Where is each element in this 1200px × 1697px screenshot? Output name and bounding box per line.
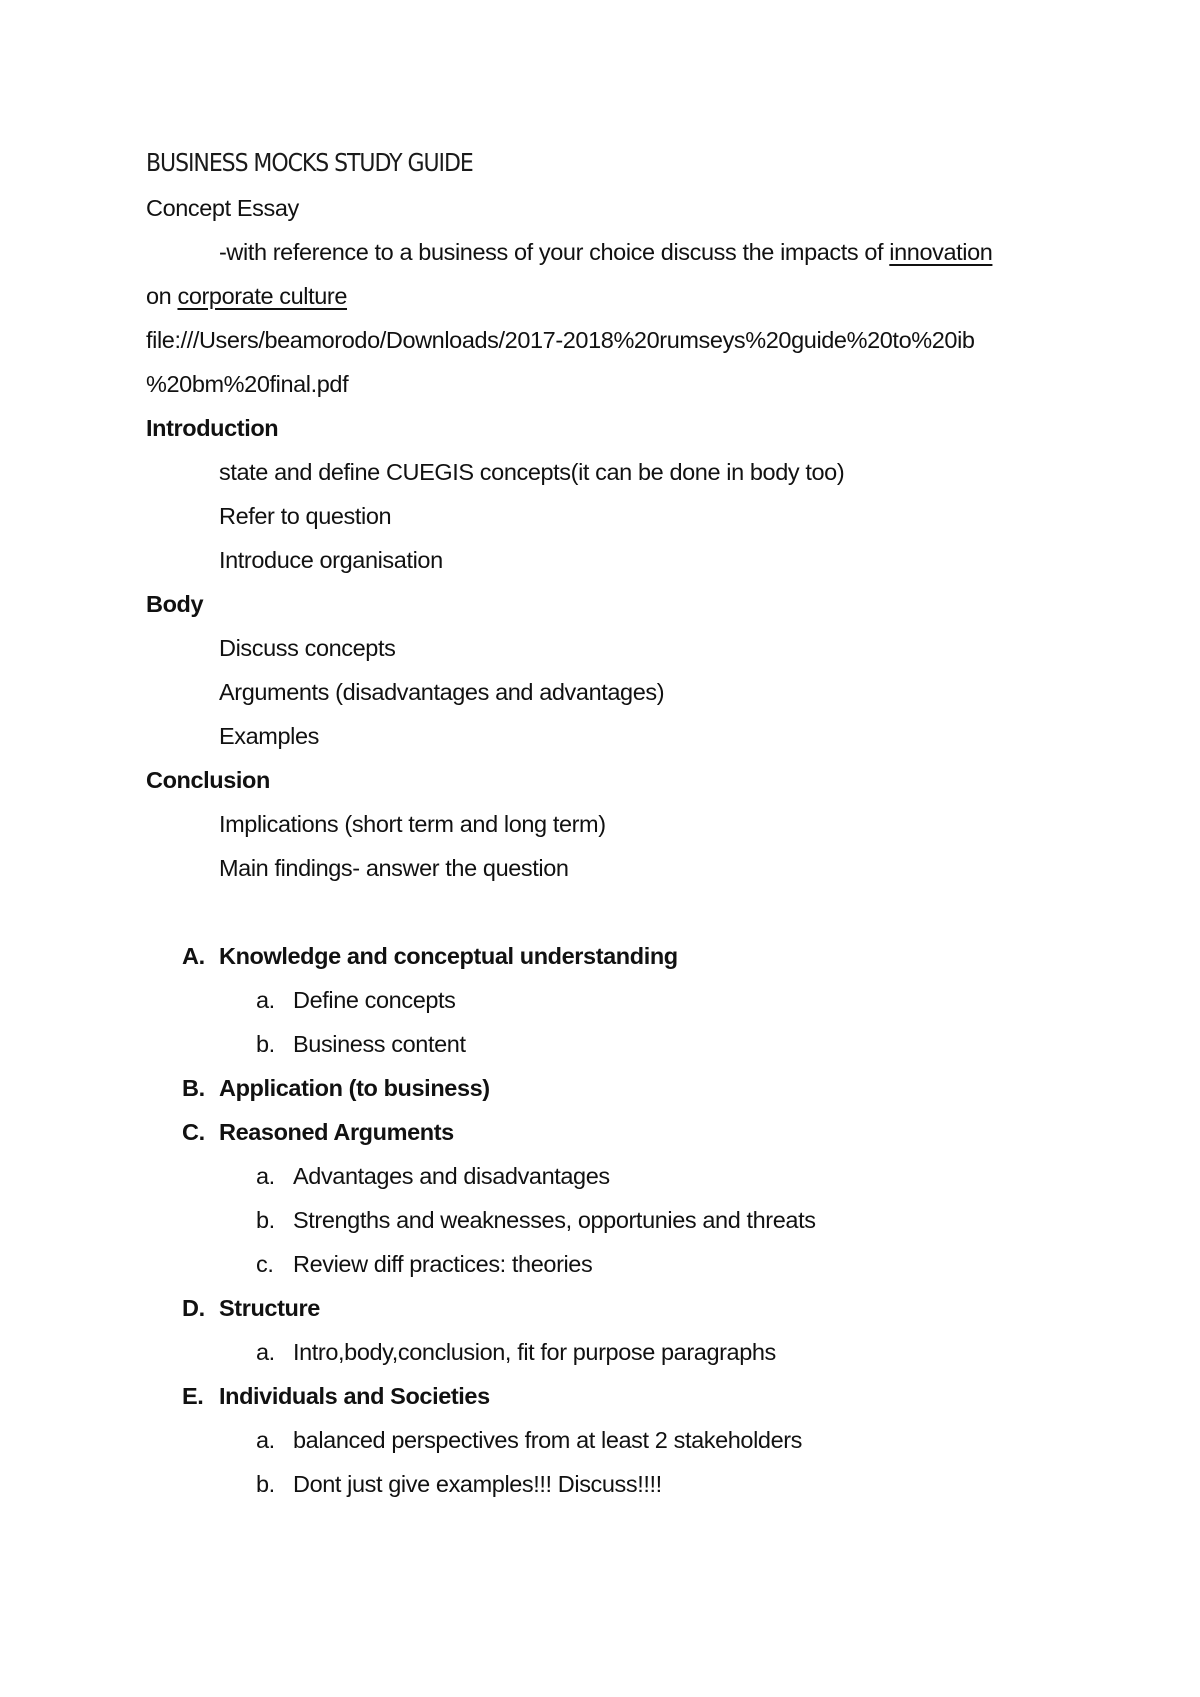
sub-text: balanced perspectives from at least 2 stakeholders: [293, 1427, 803, 1453]
sub-criterion: [146, 1330, 1076, 1374]
question-prefix: -with reference to a business of your choice discuss the impacts of: [219, 239, 890, 265]
sub-criterion: [146, 1462, 1076, 1506]
body-item: Examples: [219, 723, 319, 749]
section-heading-conclusion: Conclusion: [146, 767, 270, 793]
sub-text: Intro,body,conclusion, fit for purpose paragraphs: [293, 1339, 776, 1365]
sub-marker: b.: [256, 1207, 275, 1233]
document-subtitle: Concept Essay: [146, 195, 299, 221]
sub-text: Dont just give examples!!! Discuss!!!!: [293, 1471, 662, 1497]
conclusion-item: Main findings- answer the question: [219, 855, 569, 881]
sub-marker: b.: [256, 1471, 275, 1497]
document-title: BUSINESS MOCKS STUDY GUIDE: [146, 148, 473, 177]
criterion-label: Knowledge and conceptual understanding: [219, 943, 678, 969]
sub-text: Advantages and disadvantages: [293, 1163, 610, 1189]
sub-marker: a.: [256, 1339, 275, 1365]
sub-text: Strengths and weaknesses, opportunies and threats: [293, 1207, 816, 1233]
sub-criterion: [146, 1242, 1076, 1286]
sub-text: Business content: [293, 1031, 466, 1057]
criterion-label: Reasoned Arguments: [219, 1119, 454, 1145]
sub-marker: a.: [256, 1163, 275, 1189]
criterion-a: [146, 934, 1076, 978]
section-heading-body: Body: [146, 591, 204, 617]
file-path-line-2: %20bm%20final.pdf: [146, 371, 349, 397]
conclusion-item: Implications (short term and long term): [219, 811, 606, 837]
sub-criterion: [146, 1022, 1076, 1066]
sub-criterion: [146, 1154, 1076, 1198]
criterion-c: [146, 1110, 1076, 1154]
sub-marker: c.: [256, 1251, 274, 1277]
criterion-e: [146, 1374, 1076, 1418]
introduction-item: Introduce organisation: [219, 547, 443, 573]
criteria-list: [146, 934, 1076, 1506]
question-term-innovation: innovation: [889, 239, 993, 265]
introduction-item: Refer to question: [219, 503, 392, 529]
sub-text: Review diff practices: theories: [293, 1251, 593, 1277]
sub-text: Define concepts: [293, 987, 456, 1013]
introduction-item: state and define CUEGIS concepts(it can be done in body too): [219, 459, 845, 485]
document-body: [146, 140, 1076, 1506]
criterion-label: Individuals and Societies: [219, 1383, 490, 1409]
body-item: Discuss concepts: [219, 635, 396, 661]
criterion-marker: B.: [182, 1075, 205, 1101]
question-on: on: [146, 283, 178, 309]
criterion-marker: A.: [182, 943, 205, 969]
sub-criterion: [146, 978, 1076, 1022]
criterion-label: Application (to business): [219, 1075, 490, 1101]
sub-criterion: [146, 1198, 1076, 1242]
criterion-marker: C.: [182, 1119, 205, 1145]
file-path-line-1: file:///Users/beamorodo/Downloads/2017-2018%20rumseys%20guide%20to%20ib: [146, 327, 975, 353]
sub-criterion: [146, 1418, 1076, 1462]
section-heading-introduction: Introduction: [146, 415, 279, 441]
sub-marker: a.: [256, 1427, 275, 1453]
criterion-label: Structure: [219, 1295, 320, 1321]
criterion-d: [146, 1286, 1076, 1330]
question-term-corporate-culture: corporate culture: [177, 283, 348, 309]
criterion-marker: D.: [182, 1295, 205, 1321]
sub-marker: a.: [256, 987, 275, 1013]
sub-marker: b.: [256, 1031, 275, 1057]
criterion-marker: E.: [182, 1383, 204, 1409]
criterion-b: [146, 1066, 1076, 1110]
essay-question-continued: [146, 274, 1076, 318]
body-item: Arguments (disadvantages and advantages): [219, 679, 665, 705]
essay-question: [146, 230, 1076, 274]
